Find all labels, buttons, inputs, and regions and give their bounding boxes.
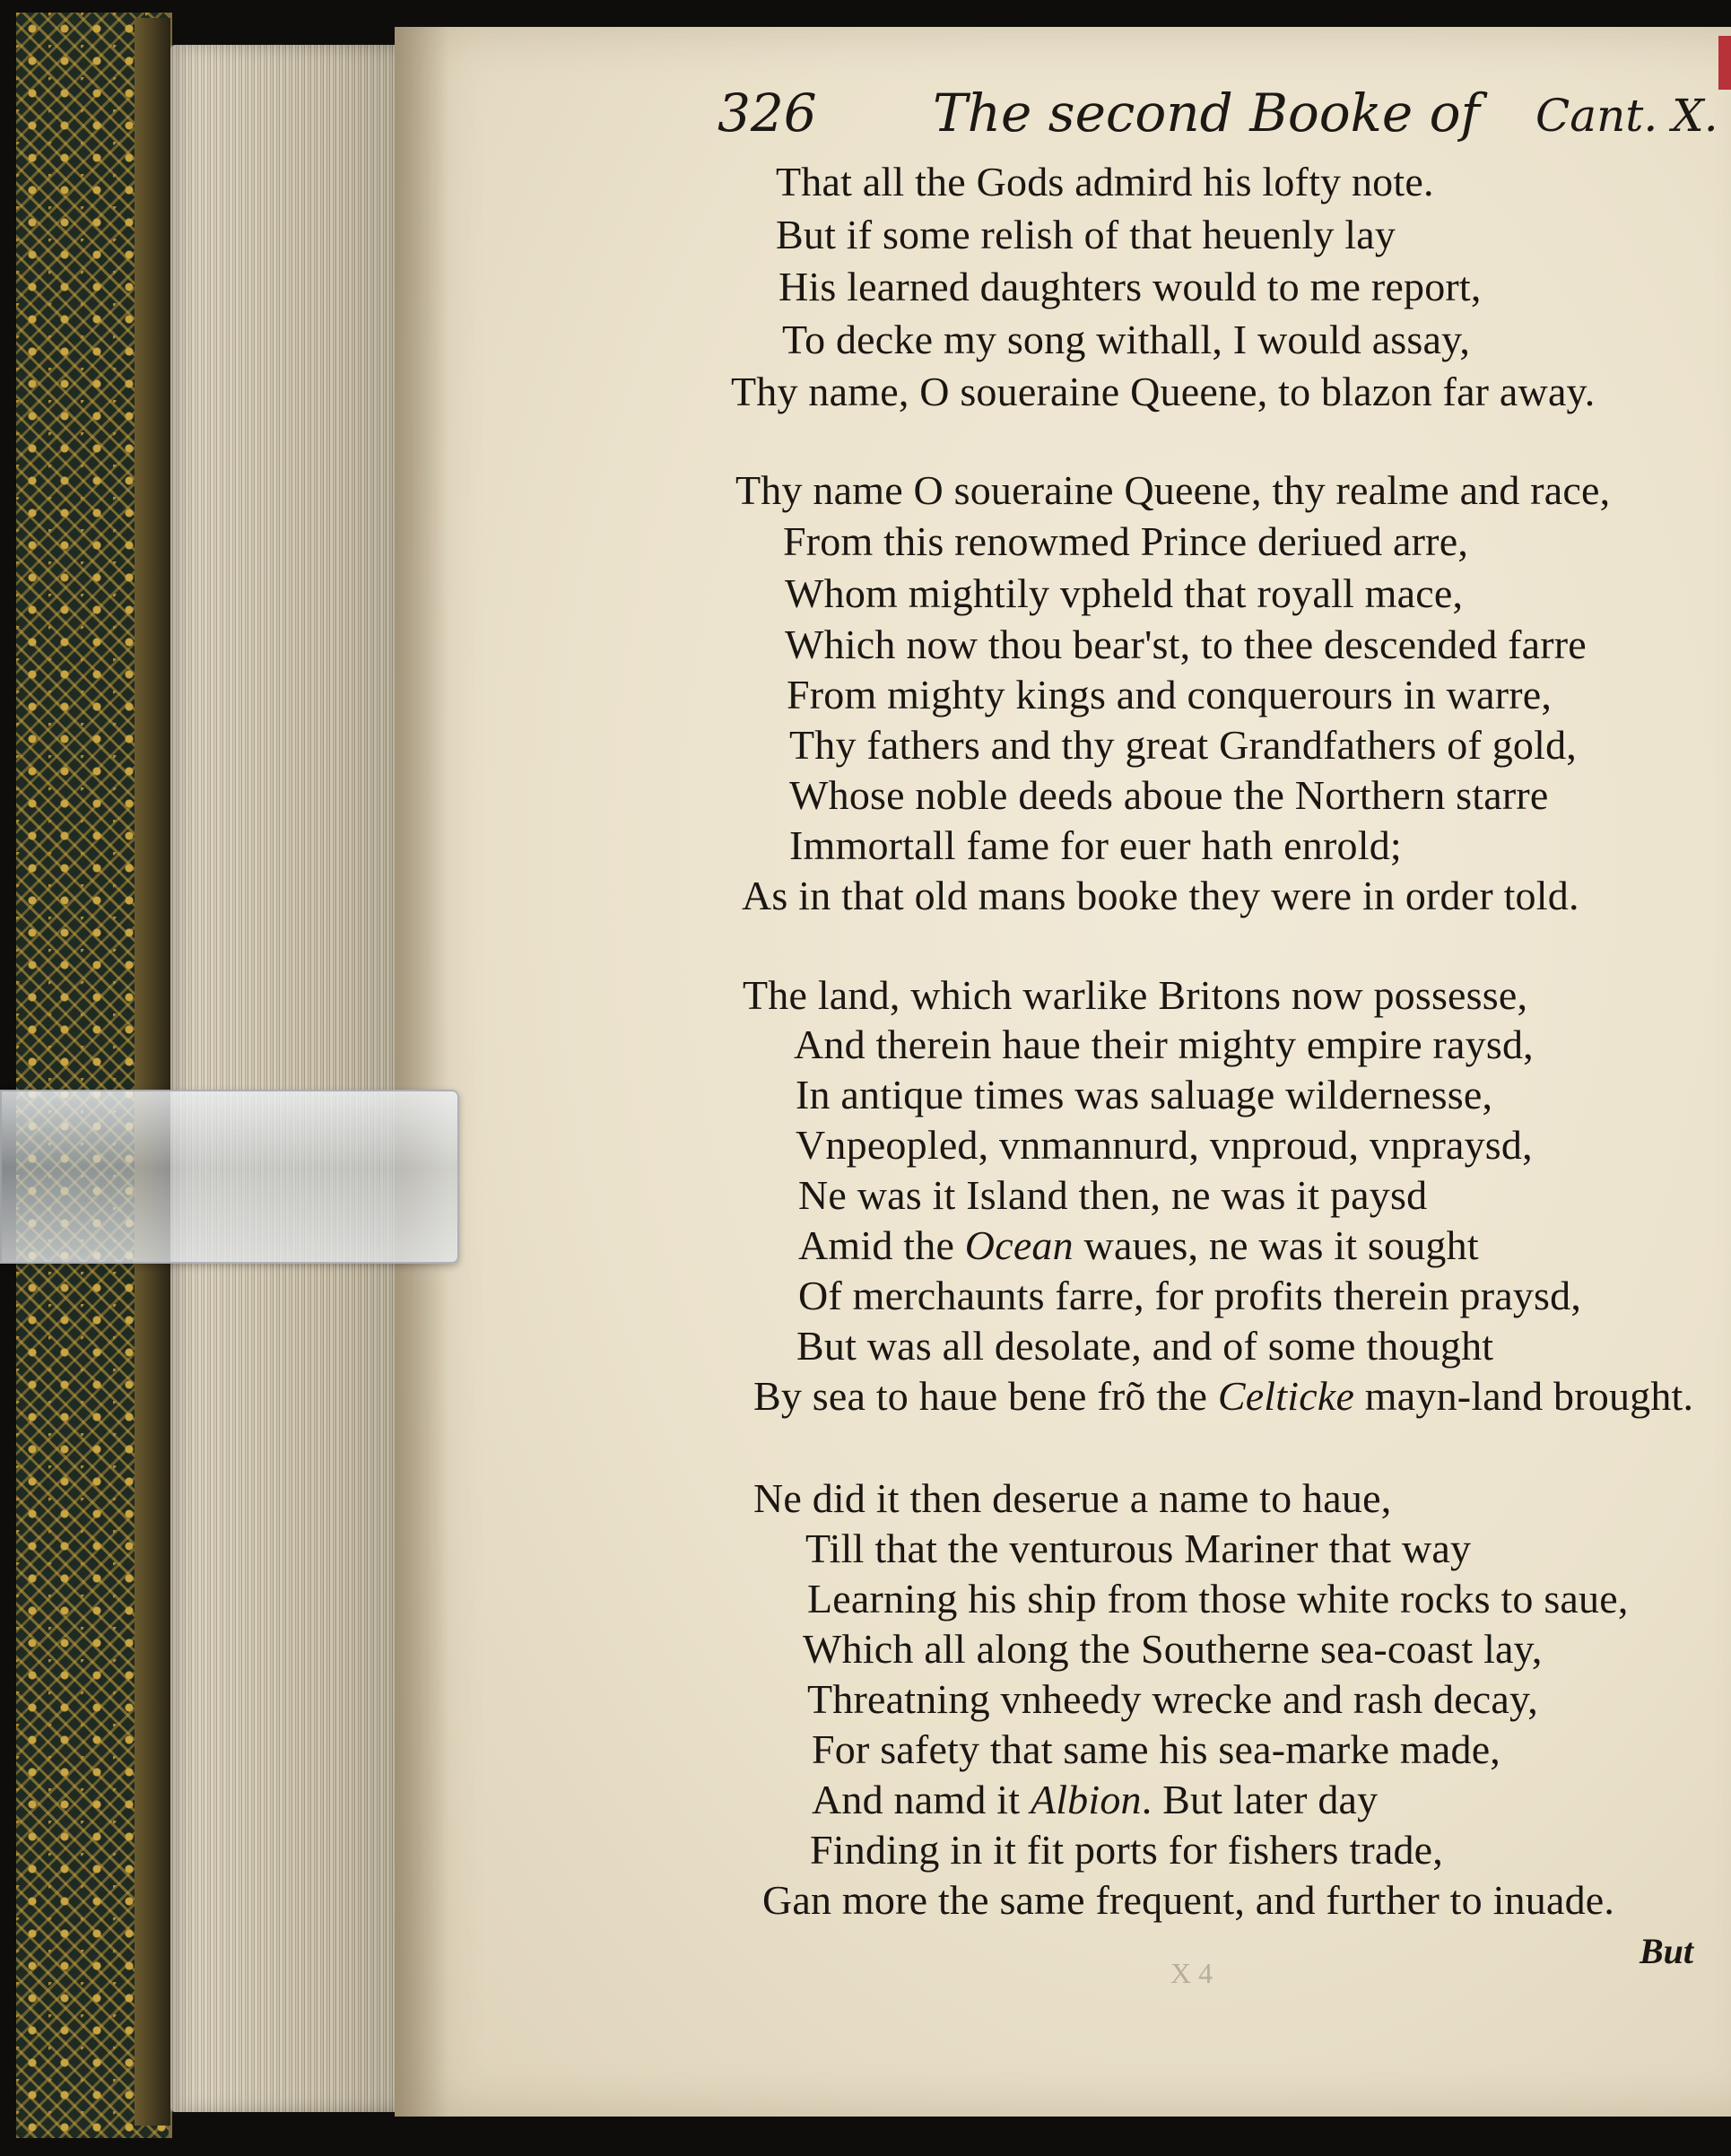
verse-line: In antique times was saluage wildernesse, — [796, 1072, 1493, 1117]
page-number: 326 — [718, 83, 817, 143]
catchword: But — [1640, 1931, 1694, 1971]
canto-label: Cant. X. — [1535, 90, 1718, 142]
verse-line: As in that old mans booke they were in order told. — [742, 873, 1579, 918]
verse-line: To decke my song withall, I would assay, — [782, 317, 1471, 362]
verse-line: Immortall fame for euer hath enrold; — [789, 822, 1402, 868]
verse-line: And therein haue their mighty empire raysd, — [794, 1021, 1534, 1067]
verse-line: For safety that same his sea-marke made, — [812, 1726, 1501, 1772]
running-title: The second Booke of — [933, 83, 1480, 143]
verse-line: Ne was it Island then, ne was it paysd — [798, 1172, 1428, 1218]
verse-line: Thy fathers and thy great Grandfathers of gold, — [789, 722, 1577, 768]
verse-line: Finding in it fit ports for fishers trade, — [810, 1827, 1443, 1873]
verse-line: From this renowmed Prince deriued arre, — [783, 518, 1469, 564]
verse-line: Of merchaunts farre, for profits therein praysd, — [798, 1273, 1582, 1318]
red-ribbon — [1718, 36, 1731, 90]
running-head — [0, 83, 1731, 163]
verse-line: Amid the Ocean waues, ne was it sought — [798, 1222, 1479, 1268]
verse-line: But was all desolate, and of some thought — [796, 1323, 1494, 1369]
verse-line: And namd it Albion. But later day — [812, 1777, 1379, 1822]
verse-line: Vnpeopled, vnmannurd, vnproud, vnpraysd, — [796, 1122, 1533, 1168]
verse-line: Which now thou bear'st, to thee descended farre — [785, 622, 1587, 667]
verse-line: That all the Gods admird his lofty note. — [776, 159, 1434, 204]
verse-line: From mighty kings and conquerours in warre, — [787, 672, 1553, 717]
verse-line: Till that the venturous Mariner that way — [805, 1526, 1472, 1571]
verse-line: The land, which warlike Britons now possesse, — [743, 972, 1528, 1018]
verse-line: His learned daughters would to me report, — [779, 264, 1482, 309]
gutter-shadow — [395, 27, 448, 2117]
verse-line: By sea to haue bene frõ the Celticke mayn-land brought. — [753, 1373, 1694, 1419]
verse-line: Whose noble deeds aboue the Northern starre — [789, 772, 1549, 818]
verse-line: Thy name, O soueraine Queene, to blazon far away. — [731, 369, 1596, 414]
verse-line: Which all along the Southerne sea-coast lay, — [803, 1626, 1543, 1672]
glass-page-weight — [0, 1090, 459, 1264]
verse-line: Whom mightily vpheld that royall mace, — [785, 570, 1464, 616]
verse-line: Thy name O soueraine Queene, thy realme and race, — [735, 467, 1611, 513]
verse-line: Ne did it then deserue a name to haue, — [753, 1475, 1392, 1521]
verse-line: Threatning vnheedy wrecke and rash decay, — [807, 1676, 1538, 1722]
verse-line: But if some relish of that heuenly lay — [776, 212, 1396, 257]
verse-line: Gan more the same frequent, and further to inuade. — [762, 1877, 1615, 1923]
cover-hinge — [135, 18, 170, 2126]
verse-line: Learning his ship from those white rocks to saue, — [807, 1576, 1629, 1621]
signature-mark: X 4 — [1170, 1957, 1213, 1989]
